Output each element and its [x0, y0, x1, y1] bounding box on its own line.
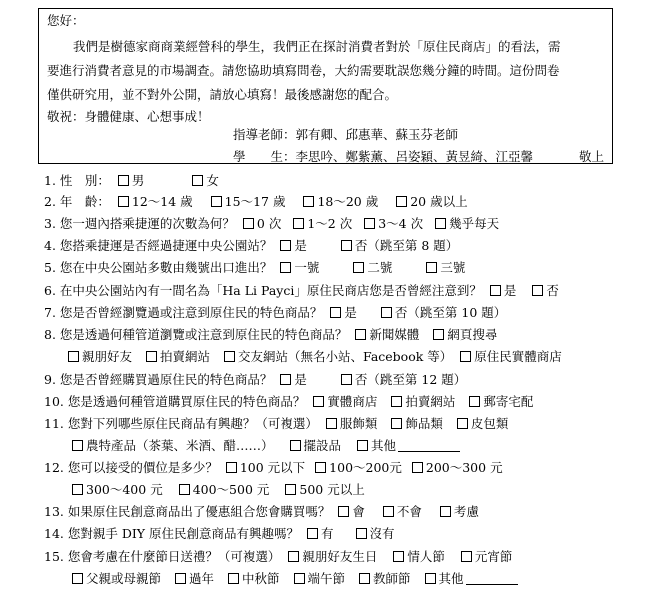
option-channel-friends: 親朋好友 — [82, 349, 133, 364]
checkbox-gift-teachers-day[interactable] — [359, 573, 370, 584]
option-age-20-plus: 20 歲以上 — [410, 194, 468, 209]
students-line — [233, 149, 533, 165]
option-q9-yes: 是 — [294, 372, 307, 387]
question-4-label: 4. 您搭乘捷運是否經過捷運中央公園站？ — [44, 238, 273, 253]
checkbox-q7-yes[interactable] — [330, 307, 341, 318]
option-q7-no: 否（跳至第 10 題） — [394, 305, 507, 320]
checkbox-price-over-500[interactable] — [285, 484, 296, 495]
checkbox-age-20-plus[interactable] — [396, 196, 407, 207]
checkbox-price-400-500[interactable] — [179, 484, 190, 495]
checkbox-q4-yes[interactable] — [280, 240, 291, 251]
checkbox-gift-valentine[interactable] — [393, 551, 404, 562]
question-1-label: 1. 性 別： — [44, 173, 110, 188]
checkbox-ride-daily[interactable] — [435, 218, 446, 229]
option-female: 女 — [206, 173, 219, 188]
question-15-label: 15. 您會考慮在什麼節日送禮？（可複選） — [44, 549, 281, 564]
checkbox-q9-yes[interactable] — [280, 374, 291, 385]
checkbox-ride-0[interactable] — [243, 218, 254, 229]
intro-paragraph-line-3: 僅供研究用，並不對外公開，請放心填寫！最後感謝您的配合。 — [47, 87, 398, 102]
question-14-label: 14. 您對親手 DIY 原住民創意商品有興趣嗎？ — [44, 526, 300, 541]
option-q4-no: 否（跳至第 8 題） — [354, 238, 459, 253]
option-q6-yes: 是 — [503, 283, 517, 298]
option-q13-yes: 會 — [352, 504, 365, 519]
checkbox-channel-store[interactable] — [460, 351, 471, 362]
checkbox-channel-friends[interactable] — [68, 351, 79, 362]
checkbox-exit-3[interactable] — [426, 262, 437, 273]
option-exit-2: 二號 — [367, 260, 393, 275]
option-interest-decor: 擺設品 — [303, 438, 342, 453]
checkbox-female[interactable] — [192, 175, 203, 186]
checkbox-interest-clothing[interactable] — [326, 418, 337, 429]
question-12-row-2 — [72, 481, 365, 499]
question-15 — [44, 548, 512, 566]
checkbox-gift-birthday[interactable] — [288, 551, 299, 562]
checkbox-age-18-20[interactable] — [303, 196, 314, 207]
checkbox-price-100-200[interactable] — [315, 462, 326, 473]
option-ride-0: 0 次 — [256, 216, 282, 231]
option-q14-no: 沒有 — [369, 526, 395, 541]
question-15-row-2 — [72, 570, 518, 588]
checkbox-q14-yes[interactable] — [307, 528, 318, 539]
option-price-300-400: 300～400 元 — [86, 482, 163, 497]
option-q14-yes: 有 — [321, 526, 334, 541]
checkbox-gift-parents-day[interactable] — [72, 573, 83, 584]
checkbox-gift-new-year[interactable] — [175, 573, 186, 584]
option-channel-store: 原住民實體商店 — [474, 349, 562, 364]
question-9 — [44, 371, 480, 389]
checkbox-ride-1-2[interactable] — [293, 218, 304, 229]
question-6-label: 6. 在中央公園站內有一間名為「Ha Li Payci」原住民商店您是否曾經注意到？ — [44, 283, 482, 298]
option-gift-lantern: 元宵節 — [474, 549, 513, 564]
option-interest-bags: 皮包類 — [470, 416, 509, 431]
question-1 — [44, 172, 233, 190]
checkbox-buy-auction[interactable] — [391, 396, 402, 407]
checkbox-interest-other[interactable] — [357, 440, 368, 451]
checkbox-q13-consider[interactable] — [440, 506, 451, 517]
checkbox-price-under-100[interactable] — [226, 462, 237, 473]
option-q6-no: 否 — [546, 283, 559, 298]
intro-paragraph-line-1: 我們是樹德家商商業經營科的學生，我們正在探討消費者對於「原住民商店」的看法，需 — [73, 39, 561, 54]
question-6 — [44, 282, 559, 300]
question-11-label: 11. 您對下列哪些原住民商品有興趣？（可複選） — [44, 416, 318, 431]
option-ride-3-4: 3～4 次 — [378, 216, 424, 231]
option-gift-mid-autumn: 中秋節 — [242, 571, 280, 586]
question-13-label: 13. 如果原住民創意商品出了優惠組合您會購買嗎？ — [44, 504, 331, 519]
interest-other-blank[interactable] — [398, 439, 460, 452]
option-price-400-500: 400～500 元 — [192, 482, 270, 497]
checkbox-channel-auction[interactable] — [146, 351, 157, 362]
checkbox-interest-decor[interactable] — [290, 440, 301, 451]
question-10 — [44, 393, 533, 411]
checkbox-price-200-300[interactable] — [412, 462, 423, 473]
checkbox-buy-mail[interactable] — [469, 396, 480, 407]
checkbox-channel-news[interactable] — [355, 329, 366, 340]
checkbox-exit-1[interactable] — [280, 262, 291, 273]
checkbox-q14-no[interactable] — [356, 528, 367, 539]
checkbox-q13-no[interactable] — [383, 506, 394, 517]
teachers-line: 指導老師：郭有卿、邱惠華、蘇玉芬老師 — [233, 127, 459, 142]
checkbox-channel-web-search[interactable] — [433, 329, 444, 340]
option-ride-daily: 幾乎每天 — [449, 216, 500, 231]
option-gift-other: 其他 — [438, 571, 464, 586]
checkbox-gift-dragon-boat[interactable] — [294, 573, 305, 584]
question-14 — [44, 525, 395, 543]
checkbox-q9-no[interactable] — [341, 374, 352, 385]
question-2 — [44, 193, 482, 211]
question-7 — [44, 304, 520, 322]
question-2-label: 2. 年 齡： — [44, 194, 110, 209]
option-exit-3: 三號 — [440, 260, 466, 275]
checkbox-q7-no[interactable] — [381, 307, 392, 318]
option-channel-web-search: 網頁搜尋 — [447, 327, 498, 342]
checkbox-q6-yes[interactable] — [490, 285, 501, 296]
question-11 — [44, 415, 508, 433]
checkbox-male[interactable] — [118, 175, 129, 186]
option-channel-social: 交友網站（無名小站、Facebook 等） — [238, 349, 453, 364]
option-q13-no: 不會 — [396, 504, 422, 519]
option-interest-other: 其他 — [371, 438, 397, 453]
question-13 — [44, 503, 479, 521]
option-price-200-300: 200～300 元 — [425, 460, 503, 475]
option-channel-auction: 拍賣網站 — [160, 349, 211, 364]
question-8-label: 8. 您是透過何種管道瀏覽或注意到原住民的特色商品？ — [44, 327, 348, 342]
question-5 — [44, 259, 479, 277]
checkbox-channel-social[interactable] — [224, 351, 235, 362]
option-exit-1: 一號 — [294, 260, 320, 275]
question-5-label: 5. 您在中央公園站多數由幾號出口進出？ — [44, 260, 273, 275]
question-8-row-2 — [68, 348, 562, 366]
checkbox-gift-lantern[interactable] — [461, 551, 472, 562]
question-12-label: 12. 您可以接受的價位是多少？ — [44, 460, 218, 475]
option-q13-consider: 考慮 — [453, 504, 479, 519]
checkbox-q13-yes[interactable] — [338, 506, 349, 517]
intro-paragraph-line-2: 要進行消費者意見的市場調查。請您協助填寫問卷，大約需要耽誤您幾分鐘的時間。這份問卷 — [47, 63, 560, 78]
students-label: 學 生： — [233, 149, 296, 164]
option-price-over-500: 500 元以上 — [299, 482, 365, 497]
option-age-12-14: 12～14 歲 — [131, 194, 193, 209]
question-8 — [44, 326, 497, 344]
option-q4-yes: 是 — [294, 238, 307, 253]
greeting: 您好： — [47, 13, 85, 28]
checkbox-interest-jewelry[interactable] — [391, 418, 402, 429]
option-interest-clothing: 服飾類 — [339, 416, 378, 431]
intro-box — [38, 8, 613, 164]
checkbox-price-300-400[interactable] — [72, 484, 83, 495]
option-age-15-17: 15～17 歲 — [224, 194, 286, 209]
option-buy-store: 實體商店 — [327, 394, 378, 409]
option-gift-birthday: 親朋好友生日 — [302, 549, 378, 564]
checkbox-exit-2[interactable] — [353, 262, 364, 273]
option-age-18-20: 18～20 歲 — [317, 194, 379, 209]
option-gift-teachers-day: 教師節 — [373, 571, 411, 586]
checkbox-interest-bags[interactable] — [457, 418, 468, 429]
checkbox-gift-other[interactable] — [425, 573, 436, 584]
option-gift-valentine: 情人節 — [407, 549, 445, 564]
checkbox-interest-farm[interactable] — [72, 440, 83, 451]
checkbox-ride-3-4[interactable] — [364, 218, 375, 229]
question-12 — [44, 459, 503, 477]
option-q9-no: 否（跳至第 12 題） — [354, 372, 467, 387]
option-price-under-100: 100 元以下 — [239, 460, 306, 475]
question-7-label: 7. 您是否曾經瀏覽過或注意到原住民的特色商品？ — [44, 305, 323, 320]
option-interest-jewelry: 飾品類 — [405, 416, 443, 431]
checkbox-age-15-17[interactable] — [211, 196, 222, 207]
option-channel-news: 新聞媒體 — [369, 327, 420, 342]
closing: 敬上 — [579, 149, 605, 164]
question-9-label: 9. 您是否曾經購買過原住民的特色商品？ — [44, 372, 273, 387]
question-3-label: 3. 您一週內搭乘捷運的次數為何？ — [44, 216, 235, 231]
option-gift-dragon-boat: 端午節 — [307, 571, 346, 586]
checkbox-gift-mid-autumn[interactable] — [228, 573, 239, 584]
option-price-100-200: 100～200元 — [329, 460, 402, 475]
question-11-row-2 — [72, 437, 460, 455]
option-male: 男 — [131, 173, 145, 188]
option-q7-yes: 是 — [344, 305, 357, 320]
question-4 — [44, 237, 472, 255]
option-buy-auction: 拍賣網站 — [405, 394, 456, 409]
option-gift-new-year: 過年 — [189, 571, 215, 586]
question-10-label: 10. 您是透過何種管道購買原住民的特色商品？ — [44, 394, 306, 409]
option-buy-mail: 郵寄宅配 — [483, 394, 534, 409]
checkbox-buy-store[interactable] — [313, 396, 324, 407]
option-gift-parents-day: 父親或母親節 — [86, 571, 162, 586]
blessing: 敬祝：身體健康、心想事成！ — [47, 109, 210, 124]
checkbox-q4-no[interactable] — [341, 240, 352, 251]
option-ride-1-2: 1～2 次 — [307, 216, 353, 231]
checkbox-q6-no[interactable] — [532, 285, 543, 296]
checkbox-age-12-14[interactable] — [118, 196, 129, 207]
students-names: 李思吟、鄭紫薰、呂姿穎、黃昱綺、江亞馨 — [295, 149, 534, 164]
question-3 — [44, 215, 513, 233]
gift-other-blank[interactable] — [466, 572, 518, 585]
option-interest-farm: 農特產品（茶葉、米酒、醋……） — [86, 438, 274, 453]
